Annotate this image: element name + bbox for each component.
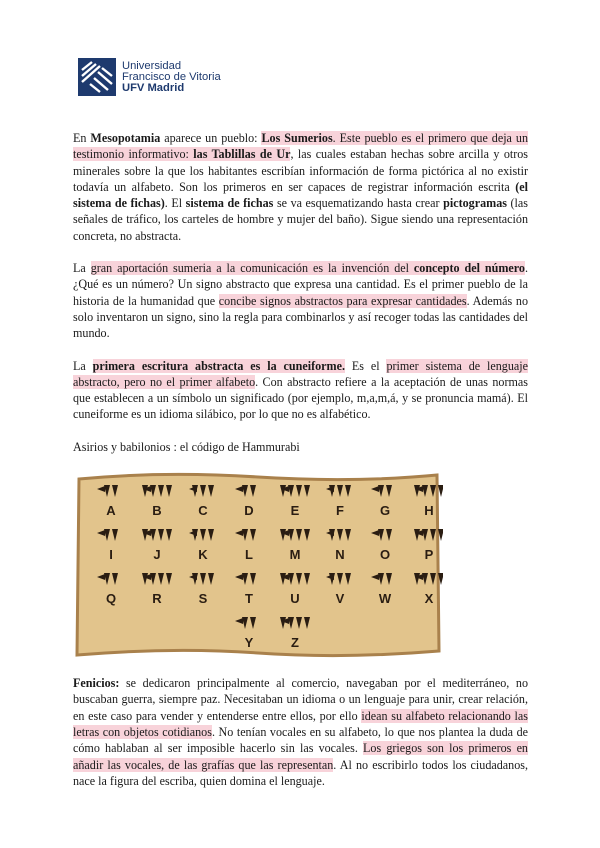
alphabet-letter: S: [198, 591, 208, 607]
alphabet-letter: M: [289, 547, 301, 563]
university-logo: [78, 58, 221, 96]
text-run: idean su alfabeto relacionando las letras con objetos cotidianos: [73, 708, 528, 739]
alphabet-letter: A: [106, 503, 116, 519]
text-run: La: [73, 261, 91, 276]
text-run: , las cuales estaban hechas sobre arcilla y otros minerales sobre la que los habitantes escribían información de forma pictórica al no existir todavía un alfabeto. Son los primeros en ser capaces de registrar información escrita: [73, 147, 529, 194]
text-run: (las señales de tráfico, los carteles de hombre y mujer del baño). Sigue siendo una representación concreta, no abstracta.: [73, 196, 528, 243]
alphabet-letter: Q: [105, 591, 117, 607]
text-run: concepto del número: [413, 261, 525, 276]
alphabet-letter: G: [379, 503, 391, 519]
ufv-emblem-icon: [78, 58, 116, 96]
text-run: La: [73, 358, 93, 373]
alphabet-letter: I: [109, 547, 113, 563]
alphabet-letter: W: [378, 591, 392, 607]
paragraph: [73, 439, 528, 455]
alphabet-letter: D: [244, 503, 254, 519]
text-run: aparece un pueblo:: [160, 131, 262, 145]
paragraph: [73, 675, 528, 789]
text-run: . Además no solo inventaron un signo, sino la regla para combinarlos y así recoger todas las cantidades del mundo.: [73, 293, 528, 341]
alphabet-letter: V: [335, 591, 345, 607]
text-run: . Este pueblo es el primero que deja un testimonio informativo:: [73, 131, 528, 162]
text-run: se dedicaron principalmente al comercio, navegaban por el mediterráneo, no buscaban guerra, siempre paz. Necesitaban un idioma o un lenguaje para unir, crear relación, en este caso para vender y entenderse entre ellos, por ello: [73, 676, 528, 723]
alphabet-letter: Y: [244, 635, 254, 651]
alphabet-letter: N: [335, 547, 345, 563]
text-run: . ¿Qué es un número? Un signo abstracto que expresa una cantidad. Es el primer pueblo de la historia de la humanidad que: [73, 261, 528, 308]
text-run: Fenicios:: [73, 676, 120, 691]
alphabet-letter: O: [379, 547, 391, 563]
text-run: sistema de fichas: [185, 196, 274, 211]
text-run: se va esquematizando hasta crear: [273, 196, 444, 211]
alphabet-letter: E: [290, 503, 300, 519]
alphabet-letter: H: [424, 503, 434, 519]
text-run: concibe signos abstractos para expresar cantidades: [218, 293, 467, 308]
paragraph: [73, 260, 528, 341]
paragraph: [73, 130, 528, 244]
alphabet-letter: J: [153, 547, 161, 563]
text-run: las Tablillas de Ur: [193, 147, 291, 162]
alphabet-letter: U: [290, 591, 300, 607]
alphabet-letter: X: [424, 591, 434, 607]
alphabet-letter: K: [198, 547, 208, 563]
text-run: Mesopotamia: [90, 131, 161, 145]
alphabet-letter: P: [424, 547, 434, 563]
logo-line-1: Universidad: [122, 59, 182, 72]
cuneiform-alphabet-tablet: [73, 471, 528, 659]
text-run: primer sistema de lenguaje abstracto, pero no el primer alfabeto: [73, 358, 528, 389]
tablet-background: [77, 474, 439, 655]
logo-line-2: Francisco de Vitoria: [122, 70, 221, 83]
alphabet-letter: T: [245, 591, 253, 607]
text-run: primera escritura abstracta es la cuneiforme.: [92, 358, 345, 373]
alphabet-letter: C: [198, 503, 208, 519]
text-run: Los Sumerios: [261, 131, 333, 145]
text-run: . No tenían vocales en su alfabeto, lo que nos plantea la duda de cómo hablaban al ser imposible hacerlo sin las vocales.: [73, 724, 528, 756]
paragraphs-before: [73, 130, 528, 455]
paragraphs-after: [73, 675, 528, 789]
document-body: [73, 130, 528, 805]
alphabet-letter: R: [152, 591, 162, 607]
text-run: . El: [164, 196, 186, 211]
text-run: Es el: [344, 358, 387, 373]
alphabet-letter: L: [245, 547, 253, 563]
text-run: . Al no escribirlo todos los ciudadanos, nace la figura del escriba, quien domina el lenguaje.: [73, 757, 528, 788]
text-run: (el sistema de fichas): [73, 179, 528, 211]
alphabet-letter: B: [152, 503, 162, 519]
text-run: gran aportación sumeria a la comunicación es la invención del: [90, 261, 414, 276]
text-run: pictogramas: [443, 196, 507, 211]
paragraph: [73, 358, 528, 423]
text-run: Los griegos son los primeros en añadir las vocales, de las grafías que las representan: [73, 741, 528, 772]
text-run: . Con abstracto refiere a la aceptación de unas normas que establecen a un símbolo un significado (por ejemplo, m,a,m,á, y se pronuncia mamá). El cuneiforme es un idioma silábico, por lo que no es alfabético.: [73, 374, 528, 422]
text-run: Asirios y babilonios : el código de Hammurabi: [73, 439, 300, 454]
alphabet-letter: Z: [291, 635, 299, 651]
alphabet-letter: F: [336, 503, 344, 519]
text-run: En: [73, 131, 91, 145]
logo-line-3: UFV Madrid: [122, 81, 185, 94]
